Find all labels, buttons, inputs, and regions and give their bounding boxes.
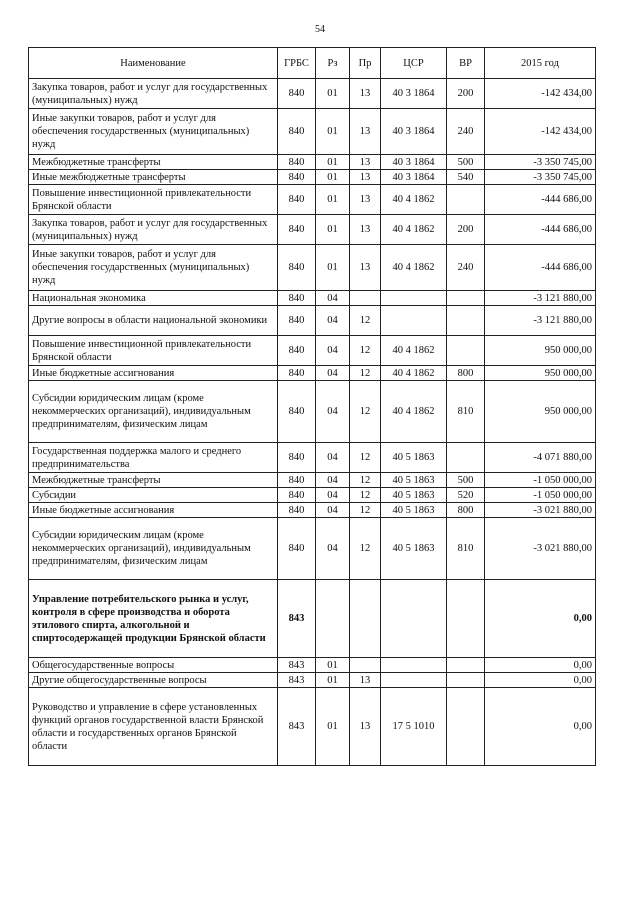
cell-name: Закупка товаров, работ и услуг для государственных (муниципальных) нужд bbox=[29, 215, 278, 245]
cell-grbs: 840 bbox=[278, 503, 316, 518]
table-row bbox=[29, 155, 596, 170]
cell-grbs: 843 bbox=[278, 688, 316, 766]
cell-pr: 13 bbox=[350, 245, 381, 291]
table-row bbox=[29, 109, 596, 155]
cell-rz: 04 bbox=[316, 473, 350, 488]
cell-grbs: 843 bbox=[278, 580, 316, 658]
cell-amount: 950 000,00 bbox=[485, 381, 596, 443]
col-header-name: Наименование bbox=[29, 48, 278, 79]
cell-pr: 13 bbox=[350, 673, 381, 688]
cell-amount: -142 434,00 bbox=[485, 109, 596, 155]
cell-name: Иные закупки товаров, работ и услуг для обеспечения государственных (муниципальных) нужд bbox=[29, 109, 278, 155]
cell-csr bbox=[381, 580, 447, 658]
table-row bbox=[29, 79, 596, 109]
cell-rz: 04 bbox=[316, 503, 350, 518]
cell-amount: -3 021 880,00 bbox=[485, 503, 596, 518]
col-header-pr: Пр bbox=[350, 48, 381, 79]
cell-csr: 40 4 1862 bbox=[381, 215, 447, 245]
cell-rz: 04 bbox=[316, 291, 350, 306]
table-row bbox=[29, 185, 596, 215]
cell-amount: -1 050 000,00 bbox=[485, 488, 596, 503]
cell-name: Другие вопросы в области национальной экономики bbox=[29, 306, 278, 336]
budget-table bbox=[28, 47, 596, 766]
cell-amount: -4 071 880,00 bbox=[485, 443, 596, 473]
cell-pr: 12 bbox=[350, 336, 381, 366]
cell-rz: 01 bbox=[316, 688, 350, 766]
cell-grbs: 840 bbox=[278, 109, 316, 155]
cell-csr bbox=[381, 658, 447, 673]
cell-grbs: 840 bbox=[278, 473, 316, 488]
cell-pr: 12 bbox=[350, 503, 381, 518]
table-row bbox=[29, 488, 596, 503]
cell-name: Национальная экономика bbox=[29, 291, 278, 306]
cell-vr bbox=[447, 336, 485, 366]
cell-name: Субсидии bbox=[29, 488, 278, 503]
cell-csr: 40 3 1864 bbox=[381, 79, 447, 109]
table-row bbox=[29, 658, 596, 673]
cell-csr: 40 3 1864 bbox=[381, 170, 447, 185]
cell-name: Субсидии юридическим лицам (кроме некоммерческих организаций), индивидуальным предпринимателям, физическим лицам bbox=[29, 381, 278, 443]
cell-pr: 12 bbox=[350, 381, 381, 443]
cell-rz: 01 bbox=[316, 155, 350, 170]
cell-name: Повышение инвестиционной привлекательности Брянской области bbox=[29, 336, 278, 366]
cell-amount: -444 686,00 bbox=[485, 245, 596, 291]
cell-pr: 13 bbox=[350, 215, 381, 245]
cell-grbs: 840 bbox=[278, 155, 316, 170]
cell-grbs: 843 bbox=[278, 658, 316, 673]
cell-name: Субсидии юридическим лицам (кроме некоммерческих организаций), индивидуальным предпринимателям, физическим лицам bbox=[29, 518, 278, 580]
cell-csr: 40 3 1864 bbox=[381, 109, 447, 155]
cell-name: Иные закупки товаров, работ и услуг для обеспечения государственных (муниципальных) нужд bbox=[29, 245, 278, 291]
cell-vr: 500 bbox=[447, 473, 485, 488]
cell-amount: -1 050 000,00 bbox=[485, 473, 596, 488]
cell-rz: 04 bbox=[316, 336, 350, 366]
table-row bbox=[29, 688, 596, 766]
cell-rz bbox=[316, 580, 350, 658]
cell-pr bbox=[350, 291, 381, 306]
table-row bbox=[29, 215, 596, 245]
cell-amount: 950 000,00 bbox=[485, 366, 596, 381]
table-row bbox=[29, 306, 596, 336]
cell-amount: 0,00 bbox=[485, 673, 596, 688]
cell-vr bbox=[447, 580, 485, 658]
table-row bbox=[29, 381, 596, 443]
cell-amount: -3 121 880,00 bbox=[485, 291, 596, 306]
cell-name: Управление потребительского рынка и услуг, контроля в сфере производства и оборота этилового спирта, алкогольной и спиртосодержащей продукции Брянской области bbox=[29, 580, 278, 658]
cell-rz: 01 bbox=[316, 658, 350, 673]
table-row bbox=[29, 580, 596, 658]
cell-grbs: 840 bbox=[278, 518, 316, 580]
cell-grbs: 840 bbox=[278, 488, 316, 503]
cell-name: Закупка товаров, работ и услуг для государственных (муниципальных) нужд bbox=[29, 79, 278, 109]
cell-csr: 40 5 1863 bbox=[381, 473, 447, 488]
cell-csr: 40 5 1863 bbox=[381, 518, 447, 580]
cell-vr: 240 bbox=[447, 245, 485, 291]
table-row bbox=[29, 503, 596, 518]
cell-rz: 01 bbox=[316, 109, 350, 155]
cell-pr: 13 bbox=[350, 79, 381, 109]
cell-vr: 200 bbox=[447, 79, 485, 109]
cell-rz: 01 bbox=[316, 215, 350, 245]
cell-rz: 01 bbox=[316, 245, 350, 291]
cell-amount: -444 686,00 bbox=[485, 185, 596, 215]
cell-amount: 0,00 bbox=[485, 580, 596, 658]
cell-csr: 40 5 1863 bbox=[381, 488, 447, 503]
cell-name: Межбюджетные трансферты bbox=[29, 155, 278, 170]
cell-amount: -142 434,00 bbox=[485, 79, 596, 109]
cell-rz: 01 bbox=[316, 79, 350, 109]
cell-csr bbox=[381, 673, 447, 688]
cell-grbs: 840 bbox=[278, 245, 316, 291]
table-row bbox=[29, 473, 596, 488]
cell-rz: 01 bbox=[316, 170, 350, 185]
cell-grbs: 840 bbox=[278, 306, 316, 336]
cell-csr: 40 5 1863 bbox=[381, 503, 447, 518]
cell-amount: -3 121 880,00 bbox=[485, 306, 596, 336]
cell-vr: 200 bbox=[447, 215, 485, 245]
cell-grbs: 840 bbox=[278, 381, 316, 443]
cell-pr: 13 bbox=[350, 155, 381, 170]
cell-rz: 04 bbox=[316, 381, 350, 443]
cell-amount: 950 000,00 bbox=[485, 336, 596, 366]
cell-vr: 810 bbox=[447, 518, 485, 580]
table-body bbox=[29, 79, 596, 766]
cell-grbs: 840 bbox=[278, 79, 316, 109]
cell-pr: 12 bbox=[350, 518, 381, 580]
col-header-year: 2015 год bbox=[485, 48, 596, 79]
cell-csr: 40 4 1862 bbox=[381, 381, 447, 443]
cell-name: Межбюджетные трансферты bbox=[29, 473, 278, 488]
cell-vr: 500 bbox=[447, 155, 485, 170]
cell-pr: 12 bbox=[350, 306, 381, 336]
cell-amount: 0,00 bbox=[485, 688, 596, 766]
cell-csr: 40 4 1862 bbox=[381, 366, 447, 381]
cell-vr bbox=[447, 306, 485, 336]
cell-pr bbox=[350, 580, 381, 658]
cell-grbs: 843 bbox=[278, 673, 316, 688]
cell-csr: 40 4 1862 bbox=[381, 336, 447, 366]
cell-vr: 240 bbox=[447, 109, 485, 155]
cell-vr bbox=[447, 185, 485, 215]
cell-grbs: 840 bbox=[278, 336, 316, 366]
cell-name: Иные бюджетные ассигнования bbox=[29, 503, 278, 518]
cell-name: Государственная поддержка малого и среднего предпринимательства bbox=[29, 443, 278, 473]
cell-vr bbox=[447, 291, 485, 306]
cell-rz: 04 bbox=[316, 443, 350, 473]
table-row bbox=[29, 443, 596, 473]
col-header-vr: ВР bbox=[447, 48, 485, 79]
cell-csr: 40 3 1864 bbox=[381, 155, 447, 170]
table-row bbox=[29, 673, 596, 688]
cell-pr: 12 bbox=[350, 488, 381, 503]
cell-amount: -3 350 745,00 bbox=[485, 170, 596, 185]
cell-pr bbox=[350, 658, 381, 673]
cell-csr: 40 5 1863 bbox=[381, 443, 447, 473]
table-row bbox=[29, 170, 596, 185]
cell-rz: 01 bbox=[316, 185, 350, 215]
cell-rz: 04 bbox=[316, 518, 350, 580]
table-row bbox=[29, 366, 596, 381]
cell-grbs: 840 bbox=[278, 170, 316, 185]
cell-vr bbox=[447, 673, 485, 688]
cell-name: Повышение инвестиционной привлекательности Брянской области bbox=[29, 185, 278, 215]
table-row bbox=[29, 245, 596, 291]
cell-pr: 13 bbox=[350, 185, 381, 215]
cell-grbs: 840 bbox=[278, 366, 316, 381]
cell-vr bbox=[447, 443, 485, 473]
cell-csr bbox=[381, 306, 447, 336]
cell-vr: 810 bbox=[447, 381, 485, 443]
page-number: 54 bbox=[315, 24, 325, 35]
cell-vr: 800 bbox=[447, 366, 485, 381]
cell-amount: -3 350 745,00 bbox=[485, 155, 596, 170]
cell-vr: 800 bbox=[447, 503, 485, 518]
cell-name: Руководство и управление в сфере установленных функций органов государственной власти Брянской области и государственных органов Брянской области bbox=[29, 688, 278, 766]
cell-csr: 40 4 1862 bbox=[381, 185, 447, 215]
cell-pr: 13 bbox=[350, 688, 381, 766]
cell-rz: 04 bbox=[316, 366, 350, 381]
cell-pr: 13 bbox=[350, 170, 381, 185]
cell-vr bbox=[447, 688, 485, 766]
cell-pr: 13 bbox=[350, 109, 381, 155]
cell-name: Иные бюджетные ассигнования bbox=[29, 366, 278, 381]
cell-csr: 40 4 1862 bbox=[381, 245, 447, 291]
cell-vr: 540 bbox=[447, 170, 485, 185]
cell-rz: 01 bbox=[316, 673, 350, 688]
col-header-rz: Рз bbox=[316, 48, 350, 79]
cell-pr: 12 bbox=[350, 443, 381, 473]
table-header-row bbox=[29, 48, 596, 79]
cell-pr: 12 bbox=[350, 366, 381, 381]
cell-vr bbox=[447, 658, 485, 673]
cell-name: Другие общегосударственные вопросы bbox=[29, 673, 278, 688]
cell-name: Иные межбюджетные трансферты bbox=[29, 170, 278, 185]
table-row bbox=[29, 291, 596, 306]
cell-grbs: 840 bbox=[278, 185, 316, 215]
cell-amount: -444 686,00 bbox=[485, 215, 596, 245]
table-row bbox=[29, 518, 596, 580]
table-row bbox=[29, 336, 596, 366]
cell-name: Общегосударственные вопросы bbox=[29, 658, 278, 673]
col-header-grbs: ГРБС bbox=[278, 48, 316, 79]
cell-grbs: 840 bbox=[278, 215, 316, 245]
cell-csr: 17 5 1010 bbox=[381, 688, 447, 766]
col-header-csr: ЦСР bbox=[381, 48, 447, 79]
cell-amount: 0,00 bbox=[485, 658, 596, 673]
cell-amount: -3 021 880,00 bbox=[485, 518, 596, 580]
cell-csr bbox=[381, 291, 447, 306]
cell-grbs: 840 bbox=[278, 291, 316, 306]
cell-vr: 520 bbox=[447, 488, 485, 503]
cell-rz: 04 bbox=[316, 306, 350, 336]
cell-pr: 12 bbox=[350, 473, 381, 488]
cell-rz: 04 bbox=[316, 488, 350, 503]
cell-grbs: 840 bbox=[278, 443, 316, 473]
